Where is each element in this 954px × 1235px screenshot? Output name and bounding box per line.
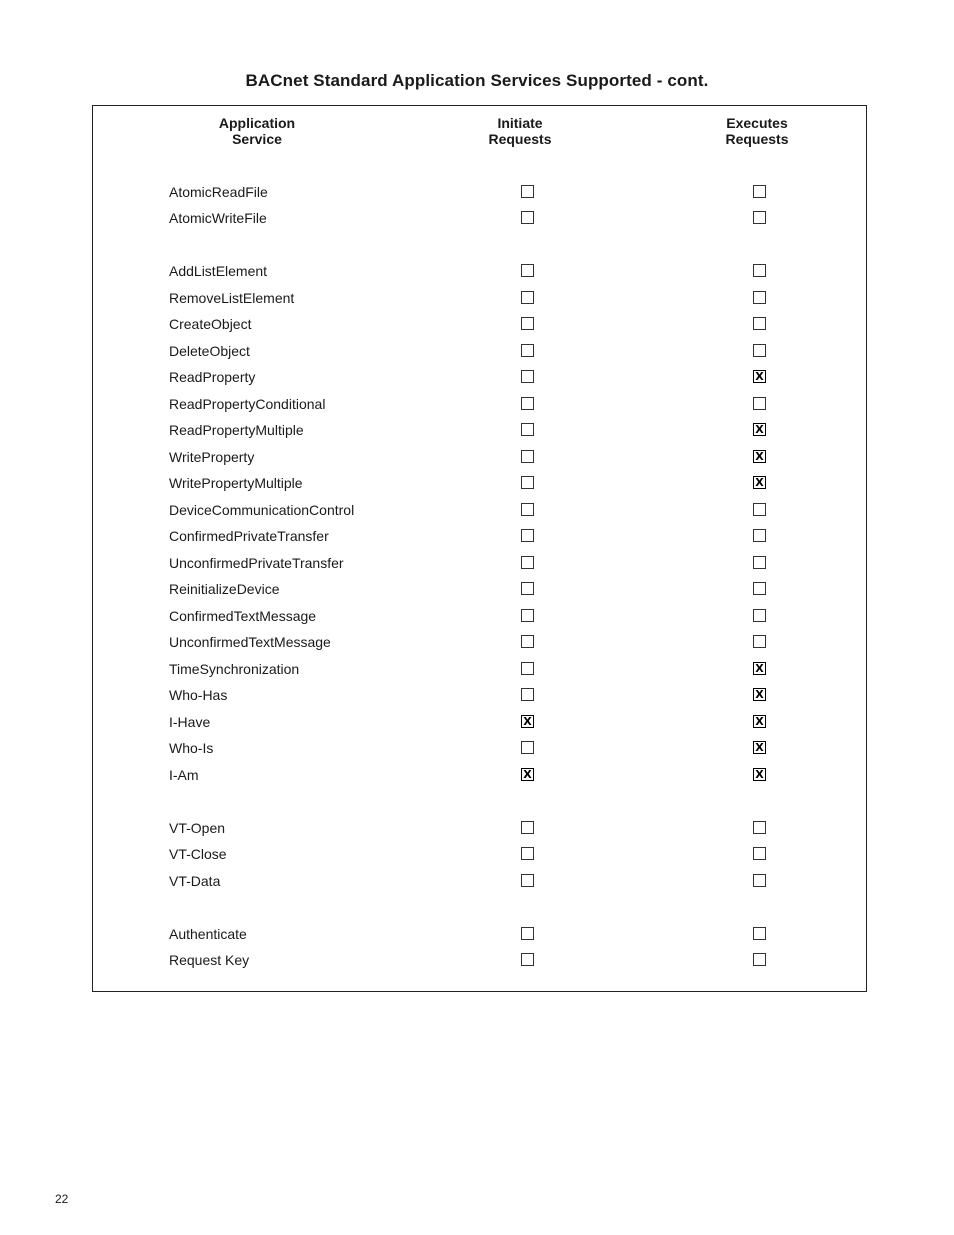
service-name: TimeSynchronization xyxy=(169,661,300,677)
initiate-checkbox[interactable] xyxy=(521,688,534,701)
table-row xyxy=(93,660,866,682)
service-name: ReadProperty xyxy=(169,369,256,385)
service-name: VT-Data xyxy=(169,873,221,889)
service-name: UnconfirmedPrivateTransfer xyxy=(169,555,344,571)
service-name: ConfirmedTextMessage xyxy=(169,608,317,624)
table-row xyxy=(93,421,866,443)
table-row xyxy=(93,448,866,470)
executes-checkbox[interactable]: X xyxy=(753,688,766,701)
initiate-checkbox[interactable] xyxy=(521,503,534,516)
services-table xyxy=(92,105,867,992)
initiate-checkbox[interactable]: X xyxy=(521,715,534,728)
table-row xyxy=(93,315,866,337)
initiate-checkbox[interactable] xyxy=(521,529,534,542)
executes-checkbox[interactable] xyxy=(753,185,766,198)
executes-checkbox[interactable] xyxy=(753,529,766,542)
table-row xyxy=(93,395,866,417)
initiate-checkbox[interactable] xyxy=(521,821,534,834)
executes-checkbox[interactable]: X xyxy=(753,741,766,754)
executes-checkbox[interactable] xyxy=(753,953,766,966)
page-title: BACnet Standard Application Services Supported - cont. xyxy=(245,71,709,90)
service-name: VT-Open xyxy=(169,820,226,836)
table-row xyxy=(93,739,866,761)
initiate-checkbox[interactable] xyxy=(521,211,534,224)
service-name: WriteProperty xyxy=(169,449,255,465)
initiate-checkbox[interactable] xyxy=(521,476,534,489)
page-number: 22 xyxy=(55,1192,69,1206)
initiate-checkbox[interactable] xyxy=(521,291,534,304)
executes-checkbox[interactable] xyxy=(753,635,766,648)
table-row xyxy=(93,819,866,841)
executes-checkbox[interactable]: X xyxy=(753,476,766,489)
service-name: UnconfirmedTextMessage xyxy=(169,634,331,650)
initiate-checkbox[interactable] xyxy=(521,370,534,383)
initiate-checkbox[interactable] xyxy=(521,185,534,198)
column-header-service: Application Service xyxy=(218,115,296,147)
initiate-checkbox[interactable]: X xyxy=(521,768,534,781)
table-row xyxy=(93,183,866,205)
initiate-checkbox[interactable] xyxy=(521,609,534,622)
initiate-checkbox[interactable] xyxy=(521,397,534,410)
service-name: Who-Has xyxy=(169,687,228,703)
executes-checkbox[interactable] xyxy=(753,821,766,834)
executes-checkbox[interactable] xyxy=(753,397,766,410)
initiate-checkbox[interactable] xyxy=(521,874,534,887)
executes-checkbox[interactable]: X xyxy=(753,450,766,463)
table-row xyxy=(93,209,866,231)
table-row xyxy=(93,633,866,655)
executes-checkbox[interactable] xyxy=(753,317,766,330)
service-name: AtomicReadFile xyxy=(169,184,268,200)
executes-checkbox[interactable] xyxy=(753,927,766,940)
service-name: DeviceCommunicationControl xyxy=(169,502,355,518)
table-row xyxy=(93,925,866,947)
initiate-checkbox[interactable] xyxy=(521,635,534,648)
service-name: I-Am xyxy=(169,767,199,783)
column-header-initiate: Initiate Requests xyxy=(488,115,552,147)
table-row xyxy=(93,845,866,867)
service-name: CreateObject xyxy=(169,316,252,332)
initiate-checkbox[interactable] xyxy=(521,582,534,595)
table-row xyxy=(93,580,866,602)
executes-checkbox[interactable]: X xyxy=(753,715,766,728)
service-name: RemoveListElement xyxy=(169,290,295,306)
executes-checkbox[interactable]: X xyxy=(753,662,766,675)
service-name: ConfirmedPrivateTransfer xyxy=(169,528,329,544)
initiate-checkbox[interactable] xyxy=(521,423,534,436)
table-row xyxy=(93,713,866,735)
service-name: WritePropertyMultiple xyxy=(169,475,303,491)
service-name: VT-Close xyxy=(169,846,227,862)
service-name: ReadPropertyConditional xyxy=(169,396,326,412)
table-row xyxy=(93,554,866,576)
executes-checkbox[interactable] xyxy=(753,847,766,860)
executes-checkbox[interactable]: X xyxy=(753,768,766,781)
table-row xyxy=(93,262,866,284)
table-row xyxy=(93,951,866,973)
executes-checkbox[interactable]: X xyxy=(753,370,766,383)
initiate-checkbox[interactable] xyxy=(521,953,534,966)
table-row xyxy=(93,607,866,629)
executes-checkbox[interactable] xyxy=(753,556,766,569)
service-name: AtomicWriteFile xyxy=(169,210,267,226)
executes-checkbox[interactable] xyxy=(753,344,766,357)
executes-checkbox[interactable] xyxy=(753,291,766,304)
initiate-checkbox[interactable] xyxy=(521,741,534,754)
service-name: ReadPropertyMultiple xyxy=(169,422,304,438)
service-name: ReinitializeDevice xyxy=(169,581,280,597)
table-row xyxy=(93,872,866,894)
table-row xyxy=(93,501,866,523)
service-name: Who-Is xyxy=(169,740,214,756)
initiate-checkbox[interactable] xyxy=(521,450,534,463)
initiate-checkbox[interactable] xyxy=(521,344,534,357)
initiate-checkbox[interactable] xyxy=(521,847,534,860)
executes-checkbox[interactable]: X xyxy=(753,423,766,436)
table-row xyxy=(93,474,866,496)
table-row xyxy=(93,527,866,549)
table-row xyxy=(93,766,866,788)
executes-checkbox[interactable] xyxy=(753,264,766,277)
column-header-executes: Executes Requests xyxy=(725,115,789,147)
initiate-checkbox[interactable] xyxy=(521,317,534,330)
initiate-checkbox[interactable] xyxy=(521,556,534,569)
table-row xyxy=(93,368,866,390)
initiate-checkbox[interactable] xyxy=(521,662,534,675)
initiate-checkbox[interactable] xyxy=(521,927,534,940)
service-name: I-Have xyxy=(169,714,211,730)
executes-checkbox[interactable] xyxy=(753,874,766,887)
executes-checkbox[interactable] xyxy=(753,211,766,224)
table-row xyxy=(93,342,866,364)
table-row xyxy=(93,686,866,708)
service-name: Request Key xyxy=(169,952,250,968)
executes-checkbox[interactable] xyxy=(753,609,766,622)
executes-checkbox[interactable] xyxy=(753,582,766,595)
executes-checkbox[interactable] xyxy=(753,503,766,516)
table-row xyxy=(93,289,866,311)
service-name: DeleteObject xyxy=(169,343,250,359)
service-name: Authenticate xyxy=(169,926,247,942)
service-name: AddListElement xyxy=(169,263,268,279)
initiate-checkbox[interactable] xyxy=(521,264,534,277)
